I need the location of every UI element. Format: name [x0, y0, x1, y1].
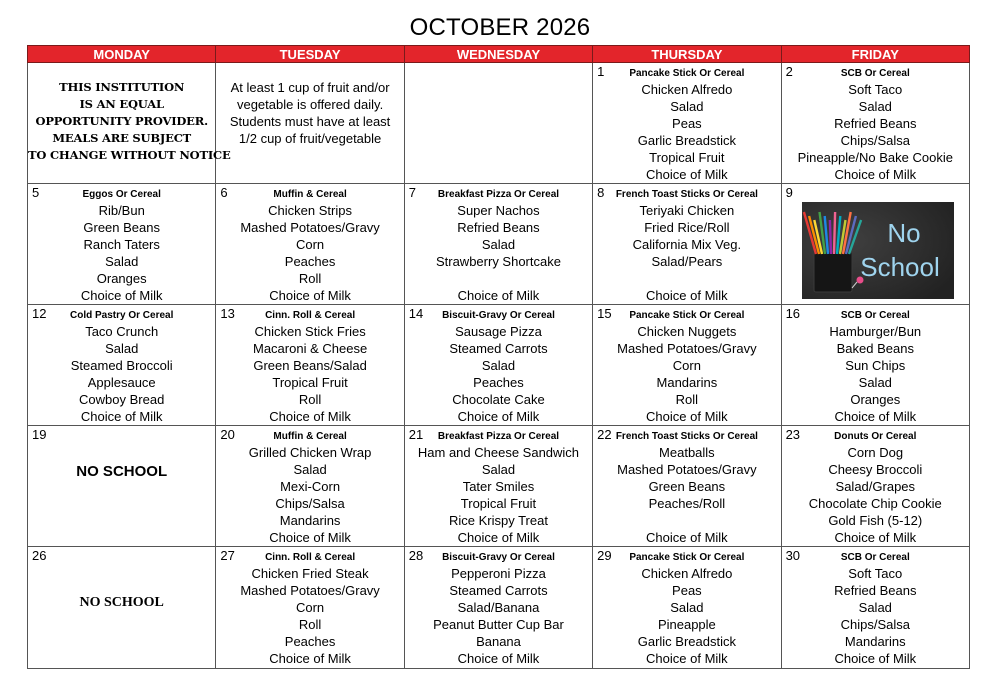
- menu-item: Choice of Milk: [834, 530, 917, 545]
- menu-item: Soft Taco: [848, 82, 903, 97]
- lunch-menu: [28, 323, 215, 425]
- day-cell: [28, 426, 216, 547]
- menu-item: Choice of Milk: [269, 530, 351, 545]
- lunch-menu: [782, 81, 969, 183]
- day-cell: [781, 547, 969, 669]
- breakfast-option: Breakfast Pizza Or Cereal: [437, 189, 560, 200]
- menu-item: Macaroni & Cheese: [253, 341, 368, 356]
- menu-item: Salad: [481, 358, 516, 373]
- menu-spacer: [405, 270, 592, 287]
- day-cell: [28, 184, 216, 305]
- menu-item: Gold Fish (5-12): [828, 513, 923, 528]
- notice-line: MEALS ARE SUBJECT: [52, 131, 192, 145]
- day-number: 27: [220, 548, 235, 563]
- menu-item: Cheesy Broccoli: [828, 462, 923, 477]
- day-cell: [28, 547, 216, 669]
- menu-spacer: [593, 512, 780, 529]
- no-school-label: NO SCHOOL: [76, 463, 168, 480]
- day-cell: [28, 63, 231, 184]
- day-number: 2: [785, 64, 793, 79]
- menu-item: Choice of Milk: [457, 288, 540, 303]
- breakfast-option: Pancake Stick Or Cereal: [629, 68, 745, 79]
- menu-item: Salad: [105, 254, 139, 269]
- day-cell: [216, 63, 404, 184]
- lunch-menu: [216, 323, 403, 425]
- menu-item: Super Nachos: [457, 203, 540, 218]
- menu-item: Oranges: [850, 392, 901, 407]
- day-number: 13: [220, 306, 235, 321]
- day-cell: [216, 305, 404, 426]
- menu-item: Green Beans: [83, 220, 160, 235]
- calendar-title: OCTOBER 2026: [409, 14, 591, 41]
- breakfast-option: Cinn. Roll & Cereal: [265, 552, 356, 563]
- menu-item: Salad: [670, 600, 704, 615]
- lunch-menu: [593, 323, 780, 425]
- menu-item: Garlic Breadstick: [637, 634, 736, 649]
- menu-item: Choice of Milk: [646, 288, 728, 303]
- breakfast-option: SCB Or Cereal: [840, 68, 910, 79]
- lunch-calendar: [27, 45, 970, 669]
- day-cell: [593, 63, 781, 184]
- no-school-chalkboard-image: [802, 202, 954, 299]
- menu-item: Choice of Milk: [646, 409, 728, 424]
- menu-item: Chicken Strips: [268, 203, 352, 218]
- fruit-note-line: Students must have at least: [229, 114, 391, 129]
- day-cell: [404, 426, 592, 547]
- menu-item: Salad: [481, 462, 516, 477]
- breakfast-option: Cinn. Roll & Cereal: [265, 310, 356, 321]
- menu-item: Chocolate Cake: [452, 392, 545, 407]
- chalkboard-no-text: No: [886, 218, 921, 248]
- fruit-note-line: vegetable is offered daily.: [236, 97, 384, 112]
- lunch-menu: [782, 444, 969, 546]
- day-cell: [216, 426, 404, 547]
- menu-item: Choice of Milk: [269, 409, 351, 424]
- menu-item: Mandarins: [279, 513, 341, 528]
- fruit-note-line: 1/2 cup of fruit/vegetable: [238, 131, 382, 146]
- menu-item: Corn: [295, 600, 325, 615]
- menu-item: Tropical Fruit: [272, 375, 348, 390]
- breakfast-option: Pancake Stick Or Cereal: [629, 310, 745, 321]
- menu-item: Taco Crunch: [85, 324, 159, 339]
- fruit-vegetable-note: [216, 64, 403, 147]
- menu-item: Ham and Cheese Sandwich: [417, 445, 580, 460]
- menu-item: Salad: [858, 600, 892, 615]
- day-cell: [781, 63, 969, 184]
- day-cell: [404, 305, 592, 426]
- day-number: 12: [32, 306, 47, 321]
- day-cell: [593, 184, 781, 305]
- menu-item: Banana: [476, 634, 521, 649]
- menu-item: Chips/Salsa: [275, 496, 345, 511]
- lunch-menu: [405, 202, 592, 304]
- menu-item: Sausage Pizza: [455, 324, 542, 339]
- menu-item: Salad: [481, 237, 516, 252]
- menu-item: Meatballs: [659, 445, 715, 460]
- day-cell: [781, 305, 969, 426]
- day-number: 20: [220, 427, 235, 442]
- menu-item: Corn Dog: [847, 445, 904, 460]
- week-row: [28, 305, 970, 426]
- menu-item: Tropical Fruit: [649, 150, 725, 165]
- menu-item: Hamburger/Bun: [829, 324, 922, 339]
- breakfast-option: Donuts Or Cereal: [834, 431, 917, 442]
- menu-item: Pepperoni Pizza: [451, 566, 546, 581]
- breakfast-option: SCB Or Cereal: [840, 310, 910, 321]
- menu-item: Grilled Chicken Wrap: [248, 445, 372, 460]
- header-tuesday: TUESDAY: [216, 46, 404, 63]
- lunch-menu: [216, 565, 403, 667]
- menu-item: Sun Chips: [845, 358, 906, 373]
- menu-item: Choice of Milk: [646, 530, 728, 545]
- chalkboard-school-text: School: [859, 252, 940, 282]
- menu-item: Teriyaki Chicken: [639, 203, 735, 218]
- menu-item: Roll: [298, 271, 322, 286]
- no-school-label: NO SCHOOL: [79, 595, 164, 610]
- menu-item: Steamed Broccoli: [70, 358, 173, 373]
- day-cell: [593, 547, 781, 669]
- menu-item: Mandarins: [656, 375, 718, 390]
- week-row: [28, 63, 970, 184]
- day-number: 23: [785, 427, 801, 442]
- menu-item: Refried Beans: [457, 220, 540, 235]
- menu-item: Pineapple: [657, 617, 716, 632]
- lunch-menu: [782, 323, 969, 425]
- menu-item: Choice of Milk: [457, 409, 540, 424]
- menu-item: Refried Beans: [834, 583, 917, 598]
- weekday-header-row: [28, 46, 970, 63]
- menu-item: Tater Smiles: [462, 479, 535, 494]
- menu-item: Roll: [298, 392, 322, 407]
- menu-item: Tropical Fruit: [460, 496, 537, 511]
- menu-item: Roll: [675, 392, 699, 407]
- menu-item: Fried Rice/Roll: [644, 220, 730, 235]
- day-number: 5: [32, 185, 40, 200]
- menu-item: Chocolate Chip Cookie: [808, 496, 942, 511]
- breakfast-option: Breakfast Pizza Or Cereal: [437, 431, 560, 442]
- menu-item: Mashed Potatoes/Gravy: [240, 220, 380, 235]
- day-number: 6: [220, 185, 228, 200]
- lunch-menu: [405, 444, 592, 546]
- menu-item: Salad/Banana: [457, 600, 540, 615]
- header-monday: MONDAY: [28, 46, 216, 63]
- menu-item: Strawberry Shortcake: [435, 254, 561, 269]
- header-thursday: THURSDAY: [593, 46, 781, 63]
- header-friday: FRIDAY: [781, 46, 969, 63]
- menu-item: Choice of Milk: [646, 651, 728, 666]
- day-cell: [404, 184, 592, 305]
- menu-item: Chicken Stick Fries: [254, 324, 366, 339]
- week-row: [28, 426, 970, 547]
- menu-item: Chips/Salsa: [840, 617, 910, 632]
- lunch-menu: [216, 444, 403, 546]
- menu-item: Choice of Milk: [834, 167, 917, 182]
- menu-item: Green Beans/Salad: [253, 358, 367, 373]
- menu-item: Choice of Milk: [457, 530, 540, 545]
- breakfast-option: Cold Pastry Or Cereal: [70, 310, 174, 321]
- menu-item: Garlic Breadstick: [637, 133, 736, 148]
- day-number: 22: [597, 427, 612, 442]
- menu-item: Salad: [105, 341, 139, 356]
- day-number: 19: [32, 427, 47, 442]
- menu-item: Choice of Milk: [457, 651, 540, 666]
- menu-item: Peaches: [284, 254, 336, 269]
- menu-item: Mashed Potatoes/Gravy: [617, 462, 757, 477]
- menu-item: Chicken Nuggets: [637, 324, 737, 339]
- lunch-menu: [593, 202, 780, 304]
- menu-item: Choice of Milk: [834, 651, 917, 666]
- day-cell: [781, 184, 969, 305]
- day-cell: [404, 63, 592, 184]
- day-cell: [404, 547, 592, 669]
- day-cell: [593, 305, 781, 426]
- menu-item: Corn: [672, 358, 701, 373]
- breakfast-option: Biscuit-Gravy Or Cereal: [442, 310, 555, 321]
- menu-item: Choice of Milk: [269, 651, 351, 666]
- notice-line: OPPORTUNITY PROVIDER.: [35, 114, 208, 128]
- breakfast-option: Muffin & Cereal: [273, 431, 347, 442]
- week-row: [28, 184, 970, 305]
- menu-item: Peanut Butter Cup Bar: [433, 617, 564, 632]
- breakfast-option: French Toast Sticks Or Cereal: [615, 189, 758, 200]
- menu-item: Peaches: [473, 375, 524, 390]
- menu-item: Mashed Potatoes/Gravy: [240, 583, 380, 598]
- lunch-menu: [405, 565, 592, 667]
- menu-item: Mexi-Corn: [280, 479, 341, 494]
- menu-item: Mandarins: [844, 634, 906, 649]
- day-number: 28: [408, 548, 424, 563]
- menu-item: Baked Beans: [836, 341, 914, 356]
- menu-item: Salad: [670, 99, 704, 114]
- breakfast-option: Biscuit-Gravy Or Cereal: [442, 552, 555, 563]
- lunch-menu: [28, 202, 215, 304]
- menu-item: Ranch Taters: [83, 237, 160, 252]
- menu-item: Applesauce: [87, 375, 156, 390]
- lunch-menu: [782, 565, 969, 667]
- day-number: 16: [785, 306, 801, 321]
- lunch-menu: [593, 565, 780, 667]
- menu-item: Chips/Salsa: [840, 133, 910, 148]
- notice-line: TO CHANGE WITHOUT NOTICE: [28, 148, 231, 162]
- lunch-menu: [593, 444, 780, 546]
- menu-item: Choice of Milk: [269, 288, 351, 303]
- day-number: 14: [408, 306, 424, 321]
- menu-item: Chicken Fried Steak: [251, 566, 369, 581]
- menu-item: Choice of Milk: [834, 409, 917, 424]
- menu-item: Peaches/Roll: [648, 496, 726, 511]
- menu-item: Soft Taco: [848, 566, 903, 581]
- menu-spacer: [593, 270, 780, 287]
- fruit-note-line: At least 1 cup of fruit and/or: [230, 80, 390, 95]
- day-cell: [593, 426, 781, 547]
- day-number: 15: [597, 306, 612, 321]
- notice-line: IS AN EQUAL: [79, 97, 164, 111]
- day-number: 30: [785, 548, 801, 563]
- menu-item: Peas: [672, 116, 702, 131]
- menu-item: Salad/Grapes: [835, 479, 916, 494]
- menu-item: Cowboy Bread: [79, 392, 165, 407]
- header-wednesday: WEDNESDAY: [404, 46, 592, 63]
- menu-item: Corn: [295, 237, 325, 252]
- menu-item: Mashed Potatoes/Gravy: [617, 341, 757, 356]
- day-number: 9: [785, 185, 793, 200]
- day-cell: [781, 426, 969, 547]
- menu-item: Salad/Pears: [651, 254, 723, 269]
- day-number: 26: [32, 548, 47, 563]
- menu-item: Roll: [298, 617, 322, 632]
- breakfast-option: SCB Or Cereal: [840, 552, 910, 563]
- day-number: 7: [408, 185, 417, 200]
- breakfast-option: Eggos Or Cereal: [82, 189, 161, 200]
- menu-item: Refried Beans: [834, 116, 917, 131]
- menu-item: Choice of Milk: [80, 288, 163, 303]
- lunch-menu: [405, 323, 592, 425]
- menu-item: Chicken Alfredo: [641, 566, 733, 581]
- menu-item: Green Beans: [648, 479, 726, 494]
- lunch-menu: [216, 202, 403, 304]
- day-cell: [28, 305, 216, 426]
- day-number: 8: [597, 185, 605, 200]
- menu-item: Choice of Milk: [80, 409, 163, 424]
- equal-opportunity-notice: [28, 64, 231, 164]
- lunch-menu: [593, 81, 780, 183]
- breakfast-option: French Toast Sticks Or Cereal: [615, 431, 758, 442]
- day-number: 1: [597, 64, 605, 79]
- day-number: 29: [597, 548, 612, 563]
- day-cell: [216, 184, 404, 305]
- day-number: 21: [408, 427, 424, 442]
- menu-item: Steamed Carrots: [449, 583, 548, 598]
- menu-item: Salad: [293, 462, 327, 477]
- menu-item: Oranges: [96, 271, 147, 286]
- menu-item: Salad: [858, 99, 892, 114]
- menu-item: Rib/Bun: [98, 203, 145, 218]
- menu-item: Chicken Alfredo: [641, 82, 733, 97]
- menu-item: Steamed Carrots: [449, 341, 548, 356]
- menu-item: Peas: [672, 583, 702, 598]
- menu-item: Rice Krispy Treat: [448, 513, 548, 528]
- breakfast-option: Pancake Stick Or Cereal: [629, 552, 745, 563]
- day-cell: [216, 547, 404, 669]
- menu-item: Choice of Milk: [646, 167, 728, 182]
- menu-item: Salad: [858, 375, 892, 390]
- week-row: [28, 547, 970, 669]
- menu-item: California Mix Veg.: [632, 237, 742, 252]
- menu-item: Peaches: [284, 634, 336, 649]
- breakfast-option: Muffin & Cereal: [273, 189, 347, 200]
- notice-line: THIS INSTITUTION: [59, 80, 185, 94]
- menu-item: Pineapple/No Bake Cookie: [797, 150, 953, 165]
